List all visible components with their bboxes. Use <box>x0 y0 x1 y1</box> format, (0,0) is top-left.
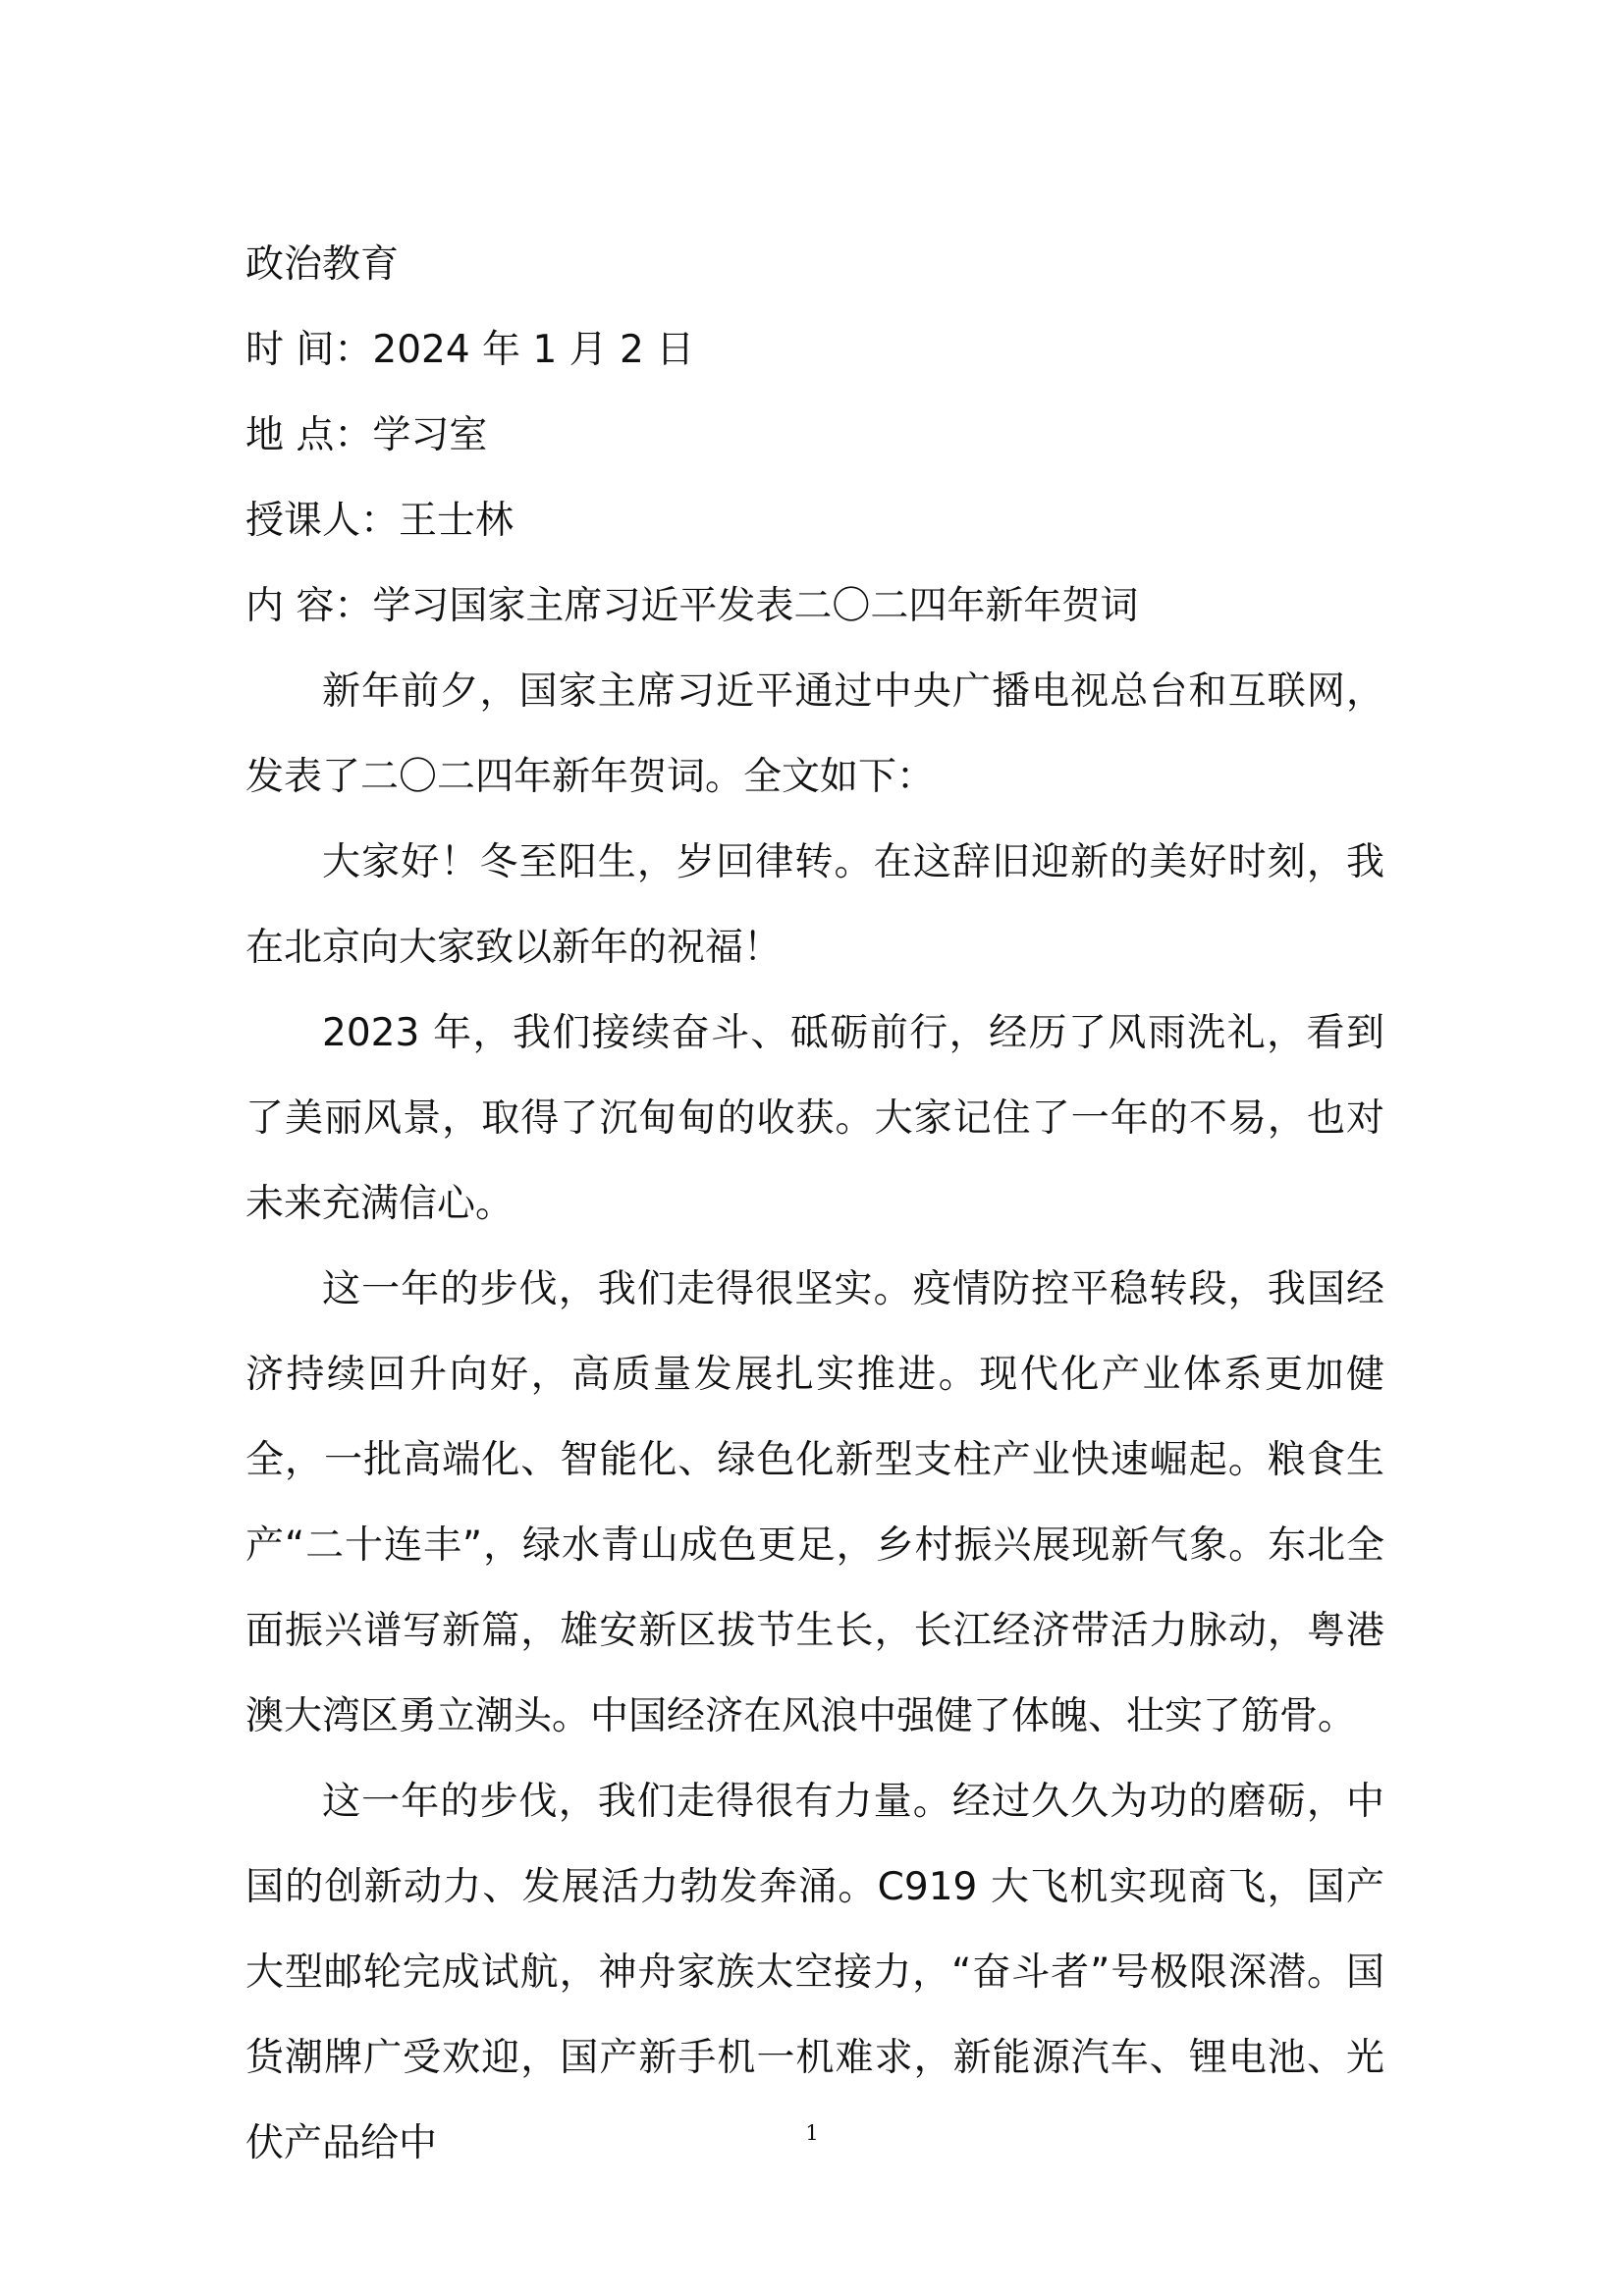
paragraph-2023: 2023 年，我们接续奋斗、砥砺前行，经历了风雨洗礼，看到了美丽风景，取得了沉甸甸的收获。大家记住了一年的不易，也对未来充满信心。 <box>245 1011 1384 1226</box>
paragraph-greeting: 大家好！冬至阳生，岁回律转。在这辞旧迎新的美好时刻，我在北京向大家致以新年的祝福！ <box>245 840 1384 970</box>
place-line: 地 点：学习室 <box>245 413 488 457</box>
paragraph-strong-steps: 这一年的步伐，我们走得很有力量。经过久久为功的磨砺，中国的创新动力、发展活力勃发奔涌。C919 大飞机实现商飞，国产大型邮轮完成试航，神舟家族太空接力，“奋斗者”号极限深潜。国货潮牌广受欢迎，国产新手机一机难求，新能源汽车、锂电池、光伏产品给中 <box>245 1780 1384 2165</box>
time-line: 时 间：2024 年 1 月 2 日 <box>245 328 695 372</box>
document-title: 政治教育 <box>245 242 400 287</box>
paragraph-intro: 新年前夕，国家主席习近平通过中央广播电视总台和互联网，发表了二〇二四年新年贺词。全文如下： <box>245 669 1384 799</box>
page-number: 1 <box>805 2121 819 2145</box>
content-line: 内 容：学习国家主席习近平发表二〇二四年新年贺词 <box>245 584 1139 628</box>
paragraph-solid-steps: 这一年的步伐，我们走得很坚实。疫情防控平稳转段，我国经济持续回升向好，高质量发展扎实推进。现代化产业体系更加健全，一批高端化、智能化、绿色化新型支柱产业快速崛起。粮食生产“二十连丰”，绿水青山成色更足，乡村振兴展现新气象。东北全面振兴谱写新篇，雄安新区拔节生长，长江经济带活力脉动，粤港澳大湾区勇立潮头。中国经济在风浪中强健了体魄、壮实了筋骨。 <box>245 1267 1384 1738</box>
lecturer-line: 授课人：王士林 <box>245 499 514 543</box>
document-body <box>245 222 1384 2186</box>
